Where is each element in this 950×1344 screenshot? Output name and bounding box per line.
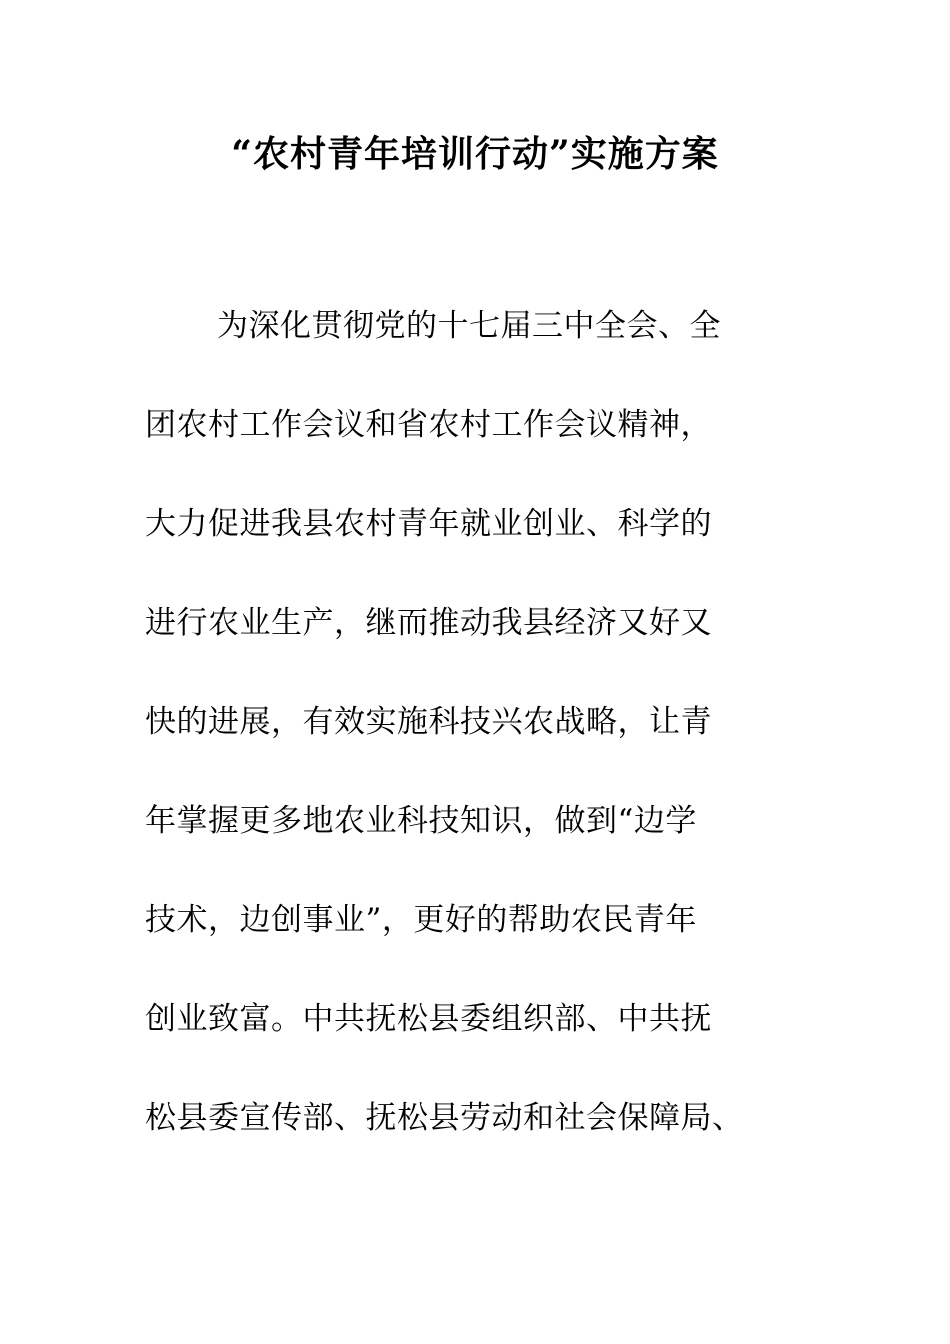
body-line: 技术，边创事业”，更好的帮助农民青年 <box>145 902 697 938</box>
body-line: 大力促进我县农村青年就业创业、科学的 <box>145 506 712 542</box>
body-line: 快的进展，有效实施科技兴农战略，让青 <box>145 704 712 740</box>
body-line: 为深化贯彻党的十七届三中全会、全 <box>217 308 721 344</box>
body-line: 进行农业生产，继而推动我县经济又好又 <box>145 605 712 641</box>
body-line: 年掌握更多地农业科技知识，做到“边学 <box>145 803 697 839</box>
document-title: “农村青年培训行动”实施方案 <box>231 133 719 175</box>
body-line: 创业致富。中共抚松县委组织部、中共抚 <box>145 1001 712 1037</box>
body-line: 松县委宣传部、抚松县劳动和社会保障局、 <box>145 1100 744 1136</box>
body-line: 团农村工作会议和省农村工作会议精神， <box>145 407 712 443</box>
document-body <box>145 302 825 1193</box>
